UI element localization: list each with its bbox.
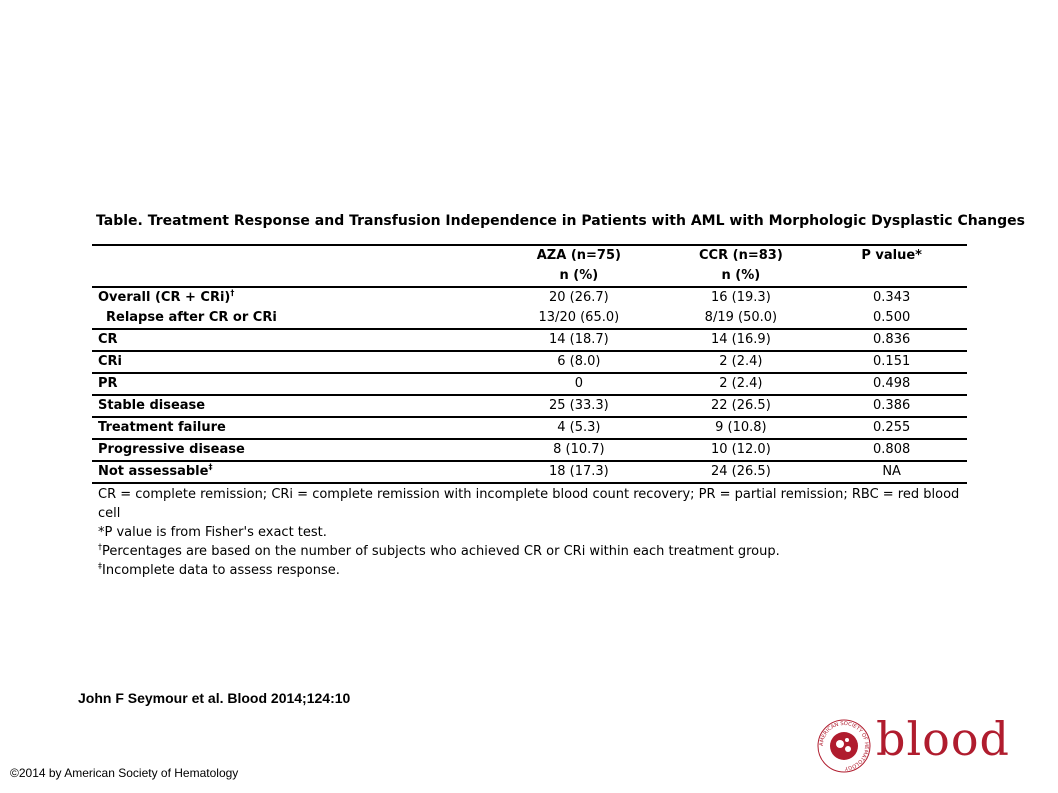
table-row [92, 329, 967, 351]
row-label: CR [92, 329, 492, 351]
blood-wordmark: blood [876, 712, 1010, 766]
table-row [92, 417, 967, 439]
header-ccr: CCR (n=83) [666, 245, 817, 266]
table-row [92, 287, 967, 308]
header-aza: AZA (n=75) [492, 245, 665, 266]
ccr-cell: 8/19 (50.0) [704, 310, 778, 325]
header-row-2 [92, 266, 967, 287]
table-row [92, 461, 967, 483]
pvalue-cell: 0.808 [816, 439, 967, 461]
table-row [92, 373, 967, 395]
table-figure [92, 212, 1025, 580]
dagger-mark: † [230, 288, 235, 298]
header-pvalue: P value* [816, 245, 967, 266]
header-empty [92, 266, 492, 287]
table-row [92, 308, 967, 329]
row-label: Not assessable‡ [92, 461, 492, 483]
citation: John F Seymour et al. Blood 2014;124:10 [78, 690, 351, 706]
table-row [92, 439, 967, 461]
ash-seal-icon [816, 718, 872, 774]
row-label: Treatment failure [92, 417, 492, 439]
double-dagger-mark: ‡ [208, 462, 213, 472]
aza-cell: 18 (17.3) [492, 461, 665, 483]
footnote-dagger: †Percentages are based on the number of subjects who achieved CR or CRi within each treatment group. [98, 542, 780, 559]
ccr-cell: 14 (16.9) [666, 329, 817, 351]
response-table [92, 244, 967, 484]
svg-text:AMERICAN SOCIETY OF HEMATOLOGY: AMERICAN SOCIETY OF HEMATOLOGY [818, 720, 870, 772]
ccr-cell: 2 (2.4) [666, 373, 817, 395]
footnote-double-dagger: ‡Incomplete data to assess response. [98, 561, 340, 578]
ccr-cell: 9 (10.8) [666, 417, 817, 439]
row-label: Progressive disease [92, 439, 492, 461]
header-row-1 [92, 245, 967, 266]
pvalue-cell: 0.836 [816, 329, 967, 351]
table-title: Table. Treatment Response and Transfusion Independence in Patients with AML with Morphologic Dysplastic Changes [96, 213, 1025, 229]
aza-cell: 6 (8.0) [492, 351, 665, 373]
blood-logo [816, 712, 1010, 774]
ccr-cell: 24 (26.5) [666, 461, 817, 483]
aza-cell: 0 [492, 373, 665, 395]
row-label: Stable disease [92, 395, 492, 417]
header-ccr-unit: n (%) [666, 266, 817, 287]
table-footnotes [92, 484, 967, 580]
header-empty [92, 245, 492, 266]
aza-cell: 25 (33.3) [492, 395, 665, 417]
aza-cell: 4 (5.3) [492, 417, 665, 439]
row-label: Relapse after CR or CRi [106, 310, 277, 325]
header-empty [816, 266, 967, 287]
copyright: ©2014 by American Society of Hematology [10, 766, 239, 780]
pvalue-cell: 0.343 [873, 290, 911, 305]
pvalue-cell: 0.498 [816, 373, 967, 395]
table-row [92, 351, 967, 373]
pvalue-cell: 0.151 [816, 351, 967, 373]
ccr-cell: 16 (19.3) [711, 290, 771, 305]
aza-cell: 20 (26.7) [548, 290, 609, 305]
pvalue-cell: 0.255 [816, 417, 967, 439]
ccr-cell: 10 (12.0) [666, 439, 817, 461]
ccr-cell: 22 (26.5) [666, 395, 817, 417]
row-label: PR [92, 373, 492, 395]
aza-cell: 8 (10.7) [492, 439, 665, 461]
footnote-pvalue: *P value is from Fisher's exact test. [98, 525, 327, 540]
aza-cell: 14 (18.7) [492, 329, 665, 351]
pvalue-cell: 0.386 [816, 395, 967, 417]
row-label: Overall (CR + CRi)† [98, 288, 235, 305]
ccr-cell: 2 (2.4) [666, 351, 817, 373]
pvalue-cell: NA [816, 461, 967, 483]
footnote-abbreviations: CR = complete remission; CRi = complete remission with incomplete blood count recovery; PR = partial remission; RBC = red blood cell [98, 487, 960, 521]
table-row [92, 395, 967, 417]
row-label: CRi [92, 351, 492, 373]
aza-cell: 13/20 (65.0) [538, 310, 620, 325]
pvalue-cell: 0.500 [873, 310, 911, 325]
header-aza-unit: n (%) [492, 266, 665, 287]
